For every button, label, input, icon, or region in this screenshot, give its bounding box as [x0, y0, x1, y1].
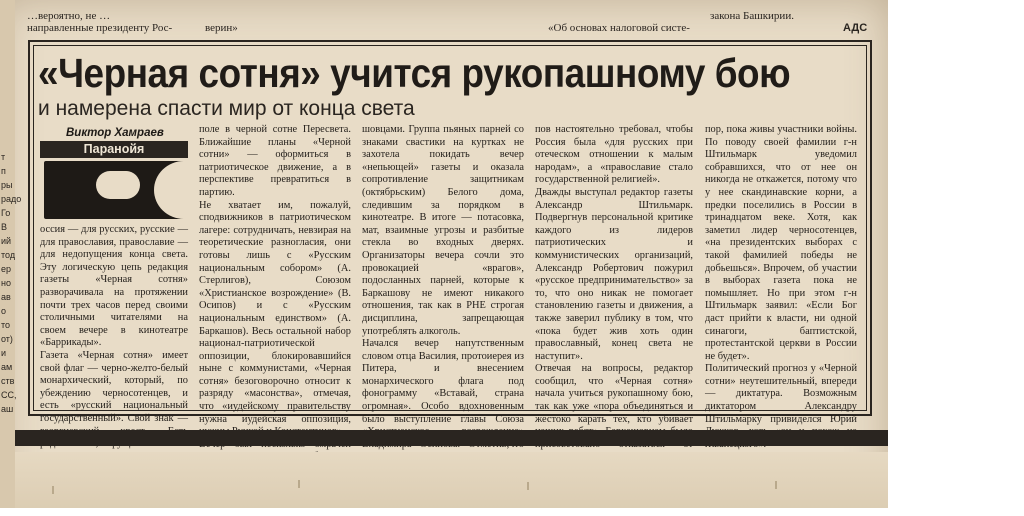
rubric-label: Паранойя [40, 141, 188, 158]
top-left-line1: …вероятно, не … [27, 10, 111, 22]
bottom-rule-band [15, 430, 888, 446]
article-column-2: поле в черной сотне Пересвета. Ближайшие планы «Черной сотни» — оформиться в патриотическое движение, а в перспективе превратиться в партию. Не хватает им, пожалуй, сподвижников в патриотическом лагере: сотрудничать, невзирая на теоретические разногласия, они готовы лишь с «Русским национальным собором» (А. Стерлигов), Союзом «Христианское возрождение» (В. Осипов) и с «Русским национальным единством» (А. Баркашов). Весь остальной набор национал-патриотической оппозиции, блокировавшийся ныне с коммунистами, «Черная сотня» безоговорочно относит к разряду «масонства», отмечая, что «иудейскому правительству нужна иудейская оппозиция, [199, 124, 351, 425]
author-byline: Виктор Хамраев [66, 127, 164, 139]
left-column-fragment [0, 0, 22, 508]
headline: «Черная сотня» учится рукопашному бою [38, 50, 791, 96]
top-left-line2: направленные президенту Рос- [27, 22, 173, 34]
top-strip [15, 0, 888, 40]
article-column-4: пов настоятельно требовал, чтобы Россия была «для русских при отеческом отношении к малым народам», а «православие стало государственной религией». Дважды выступал редактор газеты Александр Штильмарк. Подвергнув персональной критике каждого из лидеров патриотических и коммунистических организаций, Александр Робертович пожурил «русское предпринимательство» за то, что оно никак не помогает становлению газеты и движения, а также заверил публику в том, что «пока будет жив хоть один православный, конец света не наступит». Отвечая на вопросы, редактор сообщил, что «Черная сотня» начала учиться рукопашному бою, так как уже «пора объединяться и жестоко карать тех, кто убивает [535, 124, 693, 425]
article-column-3: шовцами. Группа пьяных парней со знаками свастики на куртках не захотела покидать вечер «непьющей» газеты и оказала сопротивление защитникам (октябрьским) Белого дома, следившим за порядком в кинотеатре. В итоге — потасовка, мат, взаимные угрозы и разбитые стекла во входных дверях. Организаторы вечера сочли это провокацией «врагов», подосланных парней, которые к Баркашову не имеют никакого отношения, так как в РНЕ строгая дисциплина, запрещающая употреблять алкоголь. Начался вечер напутственным словом отца Василия, протоиерея из Питера, и внесением монархического флага под фонограмму «Вставай, страна огромная». Особо вдохновенным было выступление главы Союза [362, 124, 524, 425]
dropcap-letter [44, 161, 184, 219]
top-right-mid: закона Башкирии. [710, 10, 794, 22]
staple-mark [527, 482, 529, 490]
left-fragment-text: т п ры радо Го В ий тод ер но ав о то от) и ам ств СС, аш [1, 152, 22, 414]
staple-mark [298, 480, 300, 488]
top-right-line: «Об основах налоговой систе- [548, 22, 690, 34]
subheadline: и намерена спасти мир от конца света [38, 97, 415, 120]
top-middle-line: верин» [205, 22, 238, 34]
staple-mark [775, 481, 777, 489]
article-column-5: пор, пока живы участники войны. По поводу своей фамилии г-н Штильмарк уведомил собравшихся, что от нее он никогда не откажется, потому что у нее скандинавские корни, а предки поселились в России в тринадцатом веке. Хотя, как заметил лидер черносотенцев, «на президентских выборах с такой фамилией победы не добьешься». Впрочем, об участии в выборах газета пока не помышляет. Но при этом г-н Штильмарк заявил: «Если Бог даст прийти к власти, ни одной синагоги, баптистской, протестантской церкви в России не будет». Политический прогноз у «Черной сотни» неутешительный, впереди — диктатура. Возможным диктатором Александру Штильмарку привиделся Юрий [705, 124, 857, 425]
paper-lower-margin [15, 452, 888, 508]
staple-mark [52, 486, 54, 494]
top-right-tag: АДС [843, 22, 868, 34]
article-column-1: оссия — для русских, русские — для православия, православие — для недопущения конца света. Эту логическую цепь редакция газеты «Черная сотня» разворачивала на протяжении почти трех часов перед своими столичными читателями на своем вечере в кинотеатре «Баррикады». Газета «Черная сотня» имеет свой флаг — черно-желто-белый монархический, который, по убеждению черносотенцев, и есть «русский национальный государственный». Свой знак — [40, 224, 188, 424]
